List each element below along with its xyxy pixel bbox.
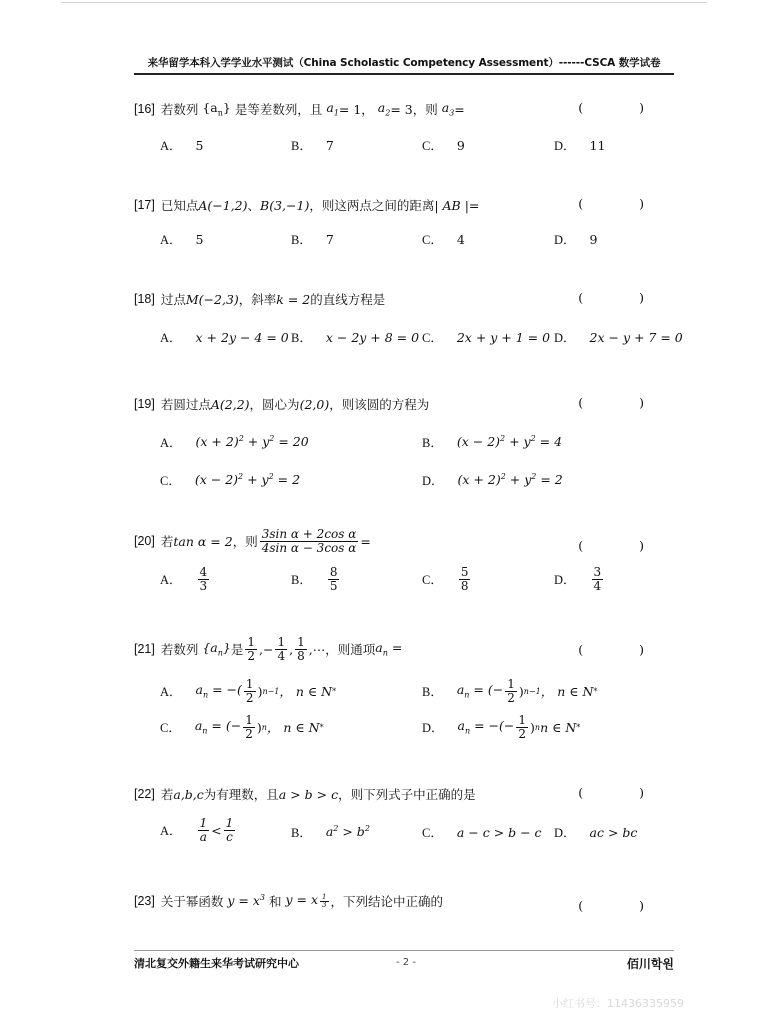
option-c[interactable]: C． a − c > b − c <box>422 824 542 840</box>
stem-text: ，则该圆的方程为 <box>329 397 430 412</box>
stem-math: $a_1$ <box>326 100 339 118</box>
stem-math: $a_n$ = <box>375 640 403 658</box>
stem-text: ,⋯ <box>308 641 326 657</box>
stem-text: = 1， <box>338 102 374 117</box>
stem-math: M(−2,3) <box>185 291 239 307</box>
footer-left-text: 清北复交外籍生来华考试研究中心 <box>134 957 299 970</box>
option-b[interactable]: B． $\frac{8}{5}$ <box>291 565 338 593</box>
answer-bracket: ( ) <box>578 395 670 410</box>
option-b[interactable]: B． x − 2y + 8 = 0 <box>291 329 420 345</box>
option-b[interactable]: B． $a^2 > b^2$ <box>291 824 370 840</box>
stem-math: y = x $\frac{1}{3}$ <box>285 892 327 910</box>
question-number: [19] <box>134 397 155 411</box>
answer-bracket: ( ) <box>578 538 670 553</box>
stem-text: 、 <box>247 198 261 213</box>
option-b[interactable]: B． 7 <box>291 137 334 153</box>
stem-text: 的直线方程是 <box>310 292 386 307</box>
question-number: [16] <box>134 102 155 116</box>
stem-text: 若 <box>160 787 174 802</box>
stem-text: 已知点 <box>160 198 199 213</box>
question-stem <box>134 892 443 910</box>
stem-text: 是等差数列，且 <box>234 102 323 117</box>
question-number: [21] <box>134 642 155 657</box>
option-a[interactable]: A． $(x + 2)^2 + y^2 = 20$ <box>160 434 309 450</box>
stem-text: 和 <box>268 894 282 909</box>
question-stem <box>134 196 479 214</box>
stem-fraction: $\frac{1}{4}$ <box>277 635 286 663</box>
option-a[interactable]: A． $\frac{4}{3}$ <box>160 565 208 593</box>
stem-text: 若圆过点 <box>160 397 211 412</box>
stem-math: a,b,c <box>173 786 204 802</box>
question-number: [22] <box>134 787 155 801</box>
option-d[interactable]: D． 11 <box>554 137 606 153</box>
stem-math: tan α = 2 <box>173 533 233 549</box>
stem-text: ，斜率 <box>238 292 277 307</box>
option-a[interactable]: A． 5 <box>160 231 204 247</box>
question-number: [17] <box>134 198 155 212</box>
option-d[interactable]: D． $\frac{3}{4}$ <box>554 565 602 593</box>
stem-text: 是 <box>230 642 244 658</box>
option-b[interactable]: B． $a_n$ = (− $\frac{1}{2}$ ) n−1 ， n ∈ N * <box>422 677 598 705</box>
answer-bracket: ( ) <box>578 100 670 115</box>
page-header: 来华留学本科入学学业水平测试（China Scholastic Competency Assessment）------CSCA 数学试卷 <box>147 56 661 69</box>
question-stem <box>134 785 476 803</box>
top-divider <box>62 2 706 3</box>
stem-fraction: $\frac{1}{2}$ <box>247 635 256 663</box>
stem-text: 若数列 <box>160 642 199 658</box>
option-b[interactable]: B． 7 <box>291 231 334 247</box>
stem-text: ，圆心为 <box>249 397 300 412</box>
question-stem <box>134 636 402 662</box>
option-d[interactable]: D． $a_n$ = −(− $\frac{1}{2}$ ) n n ∈ N * <box>422 713 581 741</box>
stem-text: 若 <box>160 534 174 550</box>
stem-math: A(2,2) <box>210 396 250 412</box>
option-a[interactable]: A． 5 <box>160 137 204 153</box>
stem-math: a > b > c <box>278 786 339 802</box>
question-stem <box>134 395 429 413</box>
question-stem <box>134 290 385 308</box>
footer-logo-text: 佰川학원 <box>626 957 674 971</box>
answer-bracket: ( ) <box>578 642 670 657</box>
option-d[interactable]: D． 2x − y + 7 = 0 <box>554 329 683 345</box>
watermark: 小红书号：11436335959 <box>552 997 684 1010</box>
option-a[interactable]: A． x + 2y − 4 = 0 <box>160 329 289 345</box>
stem-text: ，则这两点之间的距离 <box>309 198 435 213</box>
stem-text: 关于幂函数 <box>160 894 224 909</box>
question-stem <box>134 100 465 118</box>
answer-bracket: ( ) <box>578 290 670 305</box>
stem-math: (2,0) <box>299 396 330 412</box>
option-d[interactable]: D． ac > bc <box>554 824 638 840</box>
stem-text: = <box>454 101 465 117</box>
option-c[interactable]: C． $(x - 2)^2 + y^2 = 2$ <box>160 472 301 488</box>
stem-text: 若数列 <box>160 102 199 117</box>
question-stem <box>134 528 371 554</box>
stem-math: $\{a_n\}$ <box>202 640 231 658</box>
stem-text: 过点 <box>160 292 186 307</box>
option-b[interactable]: B． $(x - 2)^2 + y^2 = 4$ <box>422 434 563 450</box>
stem-math: $a_3$ <box>441 100 455 118</box>
stem-math: $\{a_n\}$ <box>202 100 231 118</box>
option-a[interactable]: A． $\frac{1}{a}$ < $\frac{1}{c}$ <box>160 816 234 844</box>
stem-text: ,− <box>259 641 274 657</box>
stem-math: $y = x^3$ <box>227 893 265 909</box>
answer-bracket: ( ) <box>578 898 670 913</box>
stem-text: ，则 <box>232 534 258 550</box>
stem-text: ，下列结论中正确的 <box>330 894 444 909</box>
stem-text: , <box>289 641 294 657</box>
stem-math: | AB |= <box>434 197 480 213</box>
option-d[interactable]: D． $(x + 2)^2 + y^2 = 2$ <box>422 472 563 488</box>
answer-bracket: ( ) <box>578 785 670 800</box>
question-number: [18] <box>134 292 155 306</box>
stem-text: = 3，则 <box>390 102 438 117</box>
option-c[interactable]: C． $a_n$ = (− $\frac{1}{2}$ ) n ， n ∈ N * <box>160 713 324 741</box>
stem-math: k = 2 <box>276 291 311 307</box>
stem-text: = <box>360 533 371 549</box>
stem-fraction: $\frac{1}{8}$ <box>297 635 305 663</box>
answer-bracket: ( ) <box>578 196 670 211</box>
option-a[interactable]: A． $a_n$ = −( $\frac{1}{2}$ ) n−1 ， n ∈ N * <box>160 677 337 705</box>
stem-math: A(−1,2) <box>198 197 248 213</box>
stem-fraction: $\frac{\text{3sin α + 2cos α}}{\text{4sin α − 3cos α}}$ <box>261 527 357 555</box>
stem-text: ，则下列式子中正确的是 <box>338 787 476 802</box>
option-c[interactable]: C． 4 <box>422 231 465 247</box>
stem-math: $a_2$ <box>377 100 391 118</box>
header-rule <box>134 73 674 75</box>
option-c[interactable]: C． $\frac{5}{8}$ <box>422 565 469 593</box>
footer-rule <box>134 950 674 951</box>
page-number: - 2 - <box>396 957 416 968</box>
page-footer <box>134 955 674 971</box>
question-number: [23] <box>134 894 155 908</box>
stem-math: B(3,−1) <box>260 197 310 213</box>
option-c[interactable]: C． 2x + y + 1 = 0 <box>422 329 551 345</box>
stem-text: 为有理数，且 <box>203 787 279 802</box>
question-number: [20] <box>134 534 155 549</box>
option-c[interactable]: C． 9 <box>422 137 465 153</box>
stem-text: ，则通项 <box>325 642 376 658</box>
option-d[interactable]: D． 9 <box>554 231 598 247</box>
